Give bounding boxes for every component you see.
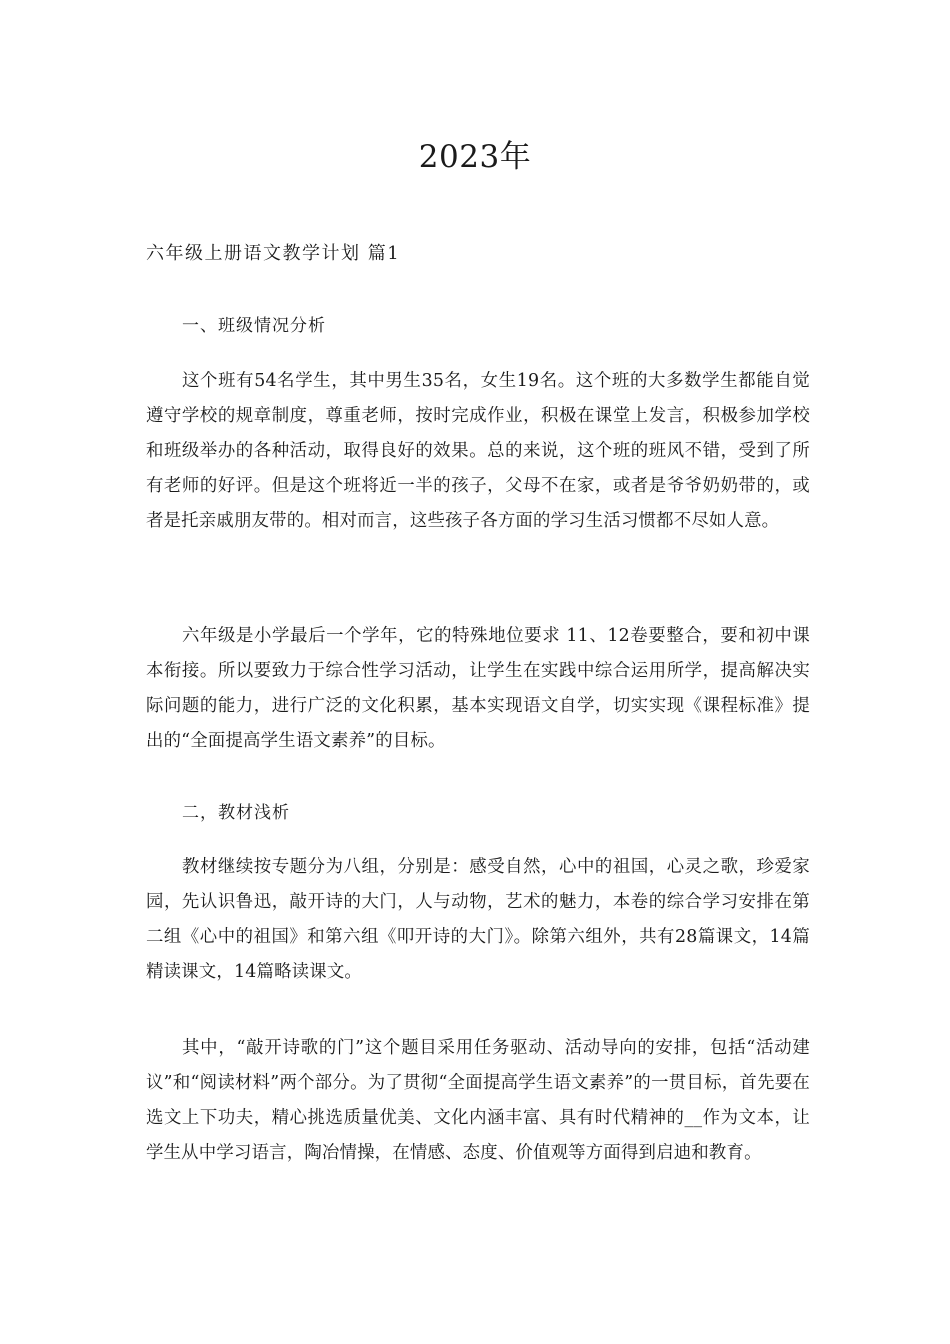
paragraph-poetry-unit: 其中，“敲开诗歌的门”这个题目采用任务驱动、活动导向的安排，包括“活动建议”和“阅读材料”两个部分。为了贯彻“全面提高学生语文素养”的一贯目标，首先要在选文上下功夫，精心挑选质量优美、文化内涵丰富、具有时代精神的__作为文本，让学生从中学习语言，陶冶情操，在情感、态度、价值观等方面得到启迪和教育。 (146, 1038, 810, 1163)
document-subtitle: 六年级上册语文教学计划 篇1 (146, 243, 401, 264)
paragraph-class-overview: 这个班有54名学生，其中男生35名，女生19名。这个班的大多数学生都能自觉遵守学校的规章制度，尊重老师，按时完成作业，积极在课堂上发言，积极参加学校和班级举办的各种活动，取得良好的效果。总的来说，这个班的班风不错，受到了所有老师的好评。但是这个班将近一半的孩子，父母不在家，或者是爷爷奶奶带的，或者是托亲戚朋友带的。相对而言，这些孩子各方面的学习生活习惯都不尽如人意。 (146, 371, 810, 531)
paragraph-textbook-groups: 教材继续按专题分为八组，分别是：感受自然，心中的祖国，心灵之歌，珍爱家园，先认识鲁迅，敲开诗的大门，人与动物，艺术的魅力，本卷的综合学习安排在第二组《心中的祖国》和第六组《叩开诗的大门》。除第六组外，共有28篇课文，14篇精读课文，14篇略读课文。 (146, 857, 810, 982)
page-title: 2023年 (418, 139, 532, 175)
section-heading-textbook-analysis: 二，教材浅析 (182, 803, 290, 823)
paragraph-grade-six-goals: 六年级是小学最后一个学年，它的特殊地位要求 11、12卷要整合，要和初中课本衔接。所以要致力于综合性学习活动，让学生在实践中综合运用所学，提高解决实际问题的能力，进行广泛的文化积累，基本实现语文自学，切实实现《课程标准》提出的“全面提高学生语文素养”的目标。 (146, 626, 810, 751)
section-heading-class-analysis: 一、班级情况分析 (182, 316, 326, 336)
